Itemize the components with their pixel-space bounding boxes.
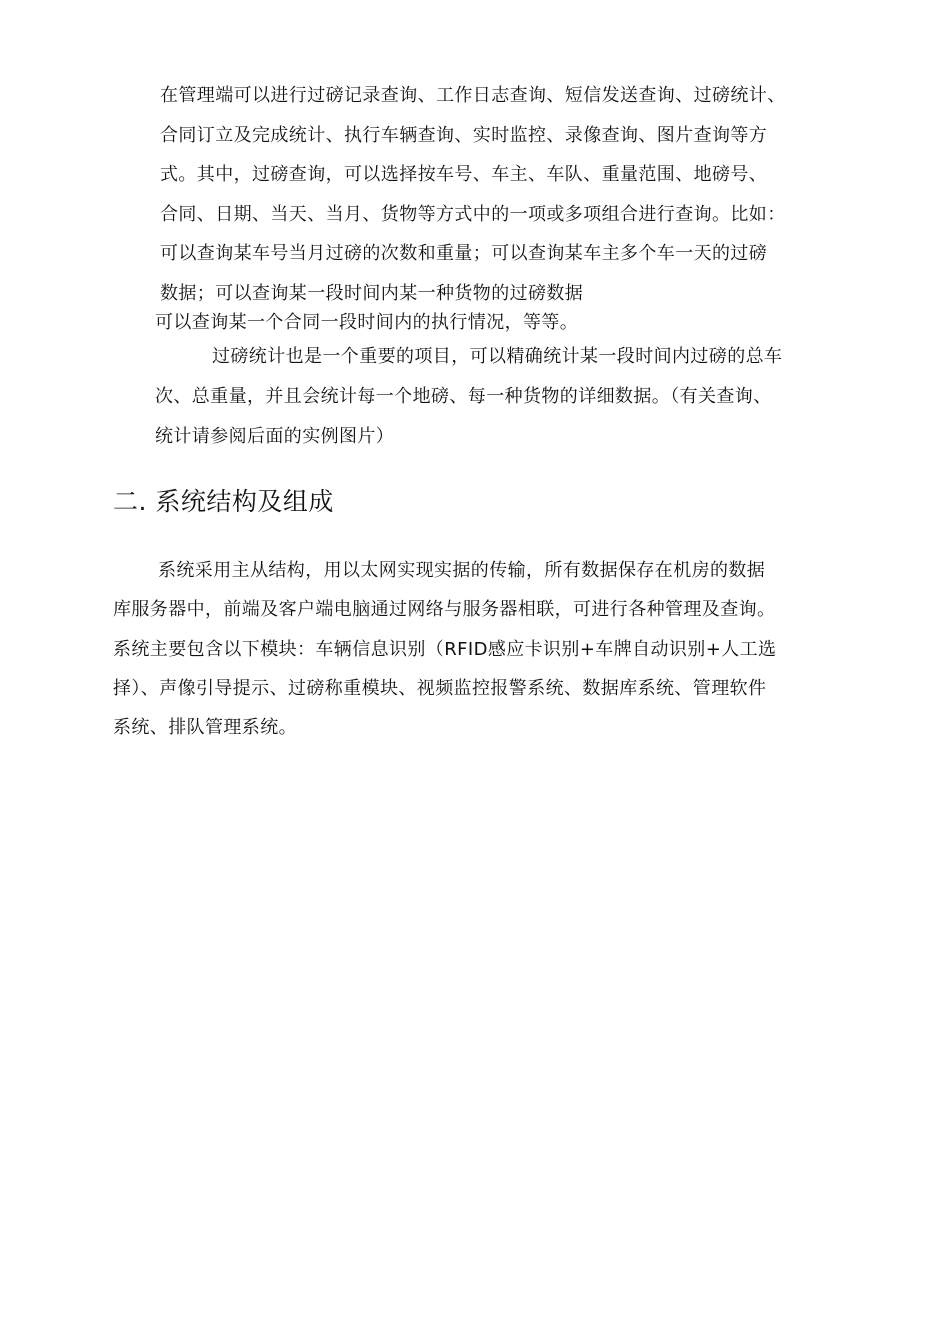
section-2-line-5: 系统、排队管理系统。 xyxy=(113,717,297,738)
paragraph-2-line-2: 次、总重量，并且会统计每一个地磅、每一种货物的详细数据。（有关查询、 xyxy=(155,386,772,407)
section-2-line-4: 择）、声像引导提示、过磅称重模块、视频监控报警系统、数据库系统、管理软件 xyxy=(113,678,767,699)
paragraph-1-line-4: 合同、日期、当天、当月、货物等方式中的一项或多项组合进行查询。比如： xyxy=(160,204,786,225)
section-heading: 二. 系统结构及组成 xyxy=(113,487,334,516)
paragraph-1-line-2: 合同订立及完成统计、执行车辆查询、实时监控、录像查询、图片查询等方 xyxy=(160,125,768,146)
paragraph-1-line-7: 可以查询某一个合同一段时间内的执行情况，等等。 xyxy=(155,312,579,333)
paragraph-2-line-1: 过磅统计也是一个重要的项目，可以精确统计某一段时间内过磅的总车 xyxy=(212,346,783,367)
paragraph-2-line-3: 统计请参阅后面的实例图片） xyxy=(155,426,395,447)
paragraph-1-line-1: 在管理端可以进行过磅记录查询、工作日志查询、短信发送查询、过磅统计、 xyxy=(160,85,786,106)
paragraph-1-line-6: 数据；可以查询某一段时间内某一种货物的过磅数据 xyxy=(160,283,584,304)
section-2-line-1: 系统采用主从结构，用以太网实现实据的传输，所有数据保存在机房的数据 xyxy=(158,560,766,581)
paragraph-1-line-3: 式。其中，过磅查询，可以选择按车号、车主、车队、重量范围、地磅号、 xyxy=(160,164,768,185)
paragraph-1-line-5: 可以查询某车号当月过磅的次数和重量；可以查询某车主多个车一天的过磅 xyxy=(160,243,768,264)
section-2-line-3: 系统主要包含以下模块：车辆信息识别（RFID感应卡识别+车牌自动识别+人工选 xyxy=(113,639,777,660)
section-2-line-2: 库服务器中，前端及客户端电脑通过网络与服务器相联，可进行各种管理及查询。 xyxy=(113,599,776,620)
